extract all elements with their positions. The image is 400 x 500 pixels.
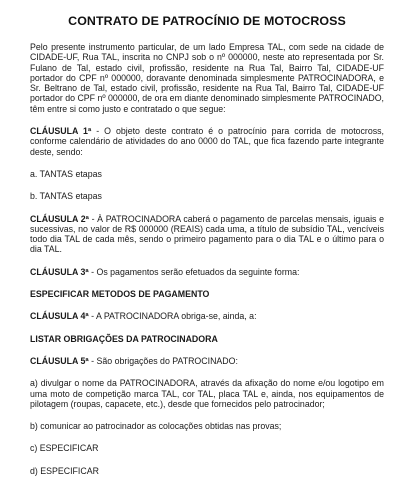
list-item-a: a. TANTAS etapas [30,168,102,179]
obligation-item-b: b) comunicar ao patrocinador as colocações obtidas nas provas; [30,421,282,432]
clause-1-paragraph [30,126,384,157]
list-item-b: b. TANTAS etapas [30,191,102,202]
sponsor-obligations-heading: LISTAR OBRIGAÇÕES DA PATROCINADORA [30,333,218,344]
clause-1-label: CLÁUSULA 1ª [30,126,92,137]
document-title: CONTRATO DE PATROCÍNIO DE MOTOCROSS [68,14,346,28]
clause-4-label: CLÁUSULA 4ª [30,311,89,322]
intro-paragraph: Pelo presente instrumento particular, de um lado Empresa TAL, com sede na cidade de CIDADE-UF, Rua TAL, inscrita no CNPJ sob o nº 000000, neste ato representada por Sr. Fulano de Tal, estado civil, profissão, residente na Rua Tal, Bairro Tal, CIDADE-UF portador do CPF nº 000000, doravante denominada simplesmente PATROCINADORA, e Sr. Beltrano de Tal, estado civil, profissão, residente na Rua Tal, Bairro Tal, CIDADE-UF portador do CPF nº 000000, de ora em diante denominado simplesmente PATROCINADO, têm entre si como justo e contratado o que segue: [30,42,384,114]
clause-3-paragraph [30,267,384,277]
clause-3-text: - Os pagamentos serão efetuados da seguinte forma: [88,266,300,277]
clause-2-paragraph [30,214,384,255]
payment-methods-heading: ESPECIFICAR METODOS DE PAGAMENTO [30,289,210,300]
clause-1-text: - O objeto deste contrato é o patrocínio para corrida de motocross, conforme calendário de atividades do ano 0000 do TAL, que fica fazendo parte integrante deste, sendo: [30,126,384,157]
clause-5-label: CLÁUSULA 5ª [30,355,89,366]
obligation-item-c: c) ESPECIFICAR [30,443,99,454]
clause-5-paragraph [30,356,384,366]
clause-3-label: CLÁUSULA 3ª [30,266,89,277]
clause-4-text: - A PATROCINADORA obriga-se, ainda, a: [88,311,257,322]
obligation-item-a: a) divulgar o nome da PATROCINADORA, através da afixação do nome e/ou logotipo em uma moto de competição marca TAL, cor TAL, placa TAL e, ainda, nos equipamentos de pilotagem (roupas, capacete, etc.), desde que fornecidos pelo patrocinador; [30,378,384,409]
clause-4-paragraph [30,311,384,321]
clause-2-label: CLÁUSULA 2ª [30,213,89,224]
clause-5-text: - São obrigações do PATROCINADO: [88,355,238,366]
clause-2-text: - À PATROCINADORA caberá o pagamento de parcelas mensais, iguais e sucessivas, no valor de R$ 000000 (REAIS) cada uma, a título de subsídio TAL, vencíveis todo dia TAL de cada mês, sendo o primeiro pagamento para o dia TAL e o último para o dia TAL. [30,213,384,255]
obligation-item-d: d) ESPECIFICAR [30,465,99,476]
